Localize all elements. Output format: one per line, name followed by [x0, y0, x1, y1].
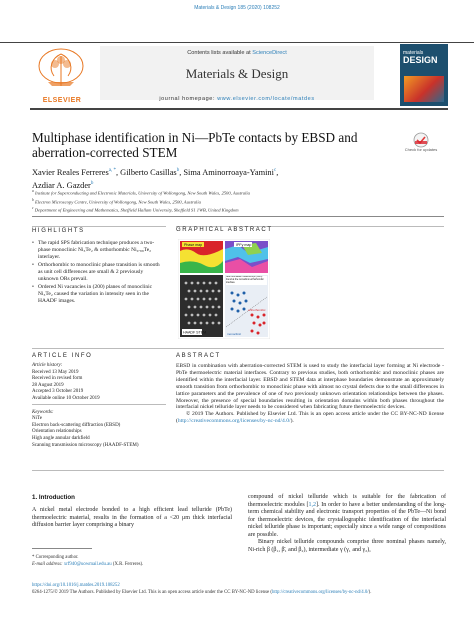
article-info-heading: ARTICLE INFO — [32, 353, 93, 359]
license-line: 0264-1275/© 2019 The Authors. Published by Elsevier Ltd. This is an open access article under the CC BY-NC-ND license (http://creativecommons.org/licenses/by-nc-nd/4.0/). — [32, 589, 372, 595]
keyword-item: Scanning transmission microscopy (HAADF-STEM) — [32, 442, 139, 448]
author-affil-mark[interactable]: b — [176, 168, 180, 173]
footnote-rule — [32, 548, 92, 549]
check-for-updates-label: Check for updates — [404, 147, 438, 152]
section-divider — [32, 470, 444, 471]
intro-column-right — [248, 494, 446, 554]
article-info-block — [32, 363, 166, 449]
history-label: Article history: — [32, 363, 63, 368]
license-link[interactable]: http://creativecommons.org/licenses/by-nc-nd/4.0/ — [177, 418, 291, 425]
intro-paragraph: compound of nickel telluride which is suitable for the fabrication of thermoelectric modules [1,2]. In order to have a better understanding of the long-term chemical stability and electronic transport properties of the PbTe—Ni bond for thermoelectric devices, the crystallographic identification of the interfacial nickel telluride phase is important; especially since a wide range of compositions are possible. — [248, 494, 446, 538]
journal-homepage-link[interactable]: www.elsevier.com/locate/matdes — [217, 96, 315, 102]
keyword-item: Electron back-scattering diffraction (EBSD) — [32, 422, 121, 428]
affiliation-item: $^b$ Electron Microscopy Centre, University of Wollongong, New South Wales, 2500, Australia — [32, 197, 201, 205]
author-name[interactable]: Azdiar A. Gazder — [32, 180, 91, 190]
author-affil-mark[interactable]: c — [273, 168, 277, 173]
abstract-copyright: © 2019 The Authors. Published by Elsevier Ltd. This is an open access article under the CC BY-NC-ND license (http://creativecommons.org/licenses/by-nc-nd/4.0/). — [176, 411, 444, 425]
keywords-rule — [32, 404, 166, 405]
history-item: 28 August 2019 — [32, 382, 64, 388]
ipf-map-label: IPFy map — [236, 243, 252, 247]
keyword-item: Orientation relationships — [32, 429, 82, 435]
abstract-text: EBSD in combination with aberration-corrected STEM is used to study the interfacial layer forming at Ni electrode - PbTe thermoelectric material interfaces. Contrary to previous studies, both orthorhombic and monoclinic phases are identified within the interfacial layer. EBSD and STEM data at interphase boundaries demonstrate an approximately smooth transition from orthorhombic to monoclinic phase with almost no crystal defects due to the small differences in lattice parameters and the prevalence of one of two previously unknown orientation relationships between the phases. Moreover, the presence of special boundaries resulting in orientation domains within both phases throughout the interfacial nickel telluride layer needs to be considered when fabricating future thermoelectric devices. — [176, 363, 444, 411]
journal-homepage-line: journal homepage: www.elsevier.com/locate/matdes — [159, 96, 315, 102]
author-affil-mark[interactable]: b — [90, 180, 94, 186]
orthorhombic-label: orthorhombic — [248, 308, 266, 312]
author-name[interactable]: Sima Aminorroaya-Yamini — [183, 167, 274, 177]
author-name[interactable]: Gilberto Casillas — [120, 167, 177, 177]
header-top-rule — [0, 42, 474, 43]
sciencedirect-link[interactable]: ScienceDirect — [252, 50, 287, 56]
history-item: Accepted 3 October 2019 — [32, 389, 84, 395]
corresponding-author-note: * Corresponding author. — [32, 555, 79, 560]
section-divider — [32, 216, 444, 217]
graphical-abstract-figure[interactable] — [178, 239, 270, 339]
email-line: E-mail address: xrf940@uowmail.edu.au (X.R. Ferreres). — [32, 561, 144, 567]
journal-reference[interactable]: Materials & Design 185 (2020) 108252 — [194, 5, 280, 11]
keywords-label: Keywords: — [32, 409, 54, 415]
highlights-rule — [32, 226, 166, 227]
affiliation-item: $^a$ Institute for Superconducting and Electronic Materials, University of Wollongong, New South Wales, 2500, Australia — [32, 189, 250, 196]
check-for-updates-icon[interactable] — [406, 131, 436, 159]
page-footer — [32, 583, 446, 596]
contents-available-line: Contents lists available at ScienceDirect — [187, 50, 287, 56]
intro-paragraph: Binary nickel telluride compounds comprise three nominal phases namely, Ni-rich β (β₁, β̄₁ and β₂), intermediate γ (γ₁ and γ₂), — [248, 539, 446, 553]
haadf-label: HAADF STEM — [183, 330, 207, 335]
intro-column-left: A nickel metal electrode bonded to a high efficient lead telluride (PbTe) thermoelectric material, results in the formation of a <20 μm thick interfacial diffusion barrier layer comprising a binary — [32, 507, 232, 528]
cover-artwork — [404, 76, 444, 102]
monoclinic-label: monoclinic — [227, 332, 242, 336]
email-link[interactable]: xrf940@uowmail.edu.au — [63, 561, 112, 567]
cover-text-line1: materials — [403, 50, 424, 56]
section-divider — [32, 348, 444, 349]
doi-link[interactable]: https://doi.org/10.1016/j.matdes.2019.108252 — [32, 583, 120, 588]
phase-map-label: Phase map — [184, 243, 203, 247]
author-list: Xavier Reales Ferreres$^{a, *}$, Gilberto Casillas$^b$, Sima Aminorroaya-Yamini$^c$, Azdiar A. Gazder$^b$ — [32, 167, 279, 190]
history-item: Received 13 May 2019 — [32, 369, 79, 375]
citation-link[interactable]: 1,2 — [308, 501, 316, 508]
corresponding-author-footnote — [32, 555, 232, 568]
introduction-heading: 1. Introduction — [32, 494, 75, 501]
highlight-item: • Ordered Ni vacancies in (200) planes of monoclinic Ni₃Te₂ caused the variation in intensity seen in the HAADF images. — [32, 284, 164, 305]
highlights-list — [32, 240, 164, 306]
elsevier-tree-logo-icon — [30, 46, 92, 100]
history-item: Received in revised form — [32, 376, 83, 382]
affiliation-item: $^c$ Department of Engineering and Mathematics, Sheffield Hallam University, Sheffield S1 1WB, United Kingdom — [32, 206, 239, 213]
author-name[interactable]: Xavier Reales Ferreres — [32, 167, 109, 177]
affiliations — [32, 188, 442, 214]
journal-title: Materials & Design — [185, 66, 289, 81]
highlights-heading: HIGHLIGHTS — [32, 228, 85, 234]
article-title: Multiphase identification in Ni—PbTe contacts by EBSD and aberration-corrected STEM — [32, 130, 358, 160]
highlight-item: • The rapid SPS fabrication technique produces a two-phase monoclinic Ni₃Te₂ & orthorhombic Ni₀.₈₈Te₂ interlayer. — [32, 240, 164, 261]
ors-label: New orientation relationships (ORs) found at the monoclinic-orthorhombic interface — [226, 276, 264, 284]
author-affil-mark[interactable]: a, * — [108, 168, 116, 173]
keyword-item: High angle annular darkfield — [32, 435, 90, 441]
publisher-name: ELSEVIER — [42, 97, 82, 104]
cover-text-line2: DESIGN — [403, 55, 438, 65]
header-bottom-rule — [30, 108, 448, 110]
keyword-item: NiTe — [32, 416, 42, 422]
footer-license-link[interactable]: http://creativecommons.org/licenses/by-nc-nd/4.0/ — [271, 589, 369, 595]
highlight-item: • Orthorhombic to monoclinic phase transition is smooth as unit cell differences are small & 2 previously unknown ORs prevail. — [32, 262, 164, 283]
graphical-abstract-heading: GRAPHICAL ABSTRACT — [176, 227, 273, 233]
history-item: Available online 10 October 2019 — [32, 395, 100, 401]
abstract-body — [176, 363, 444, 425]
abstract-heading: ABSTRACT — [176, 353, 221, 359]
